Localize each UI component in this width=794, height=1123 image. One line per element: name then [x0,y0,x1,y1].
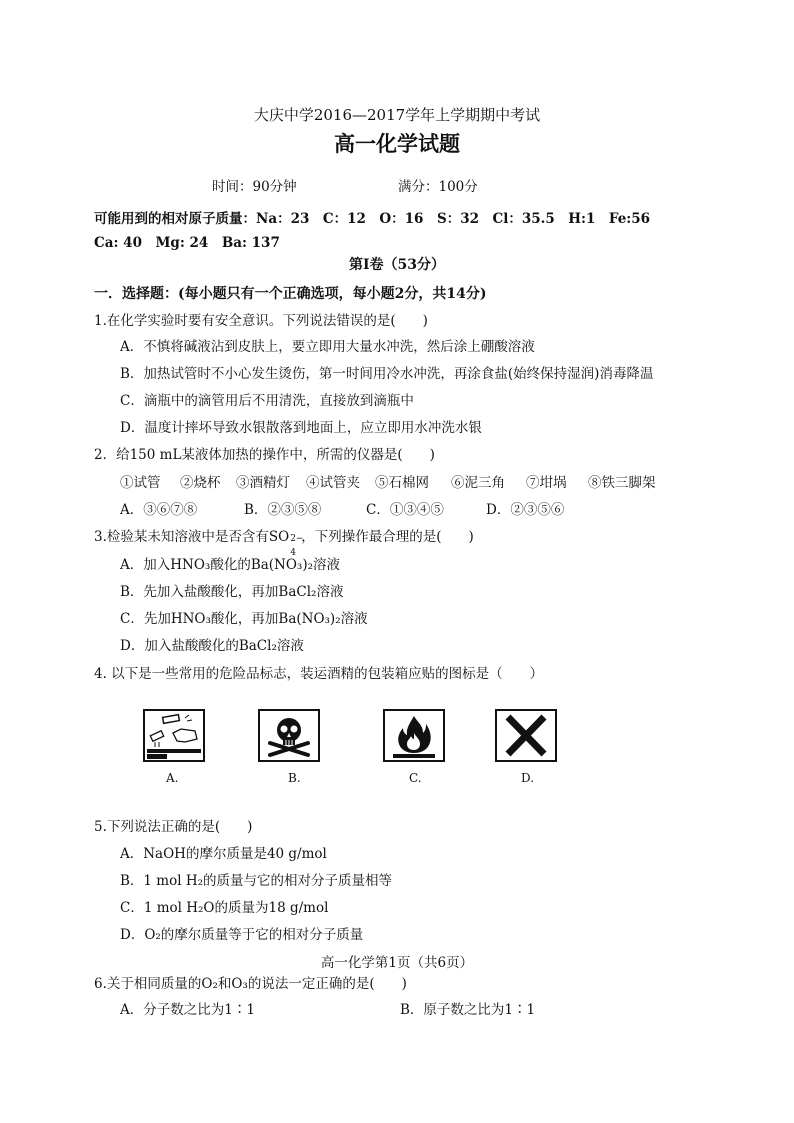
q5-stem: 5.下列说法正确的是( ) [94,819,253,835]
q2-stem: 2．给150 mL某液体加热的操作中，所需的仪器是( ) [94,447,435,463]
atomic-masses-line-2: Ca: 40 Mg: 24 Ba: 137 [94,235,280,251]
exam-time: 时间：90分钟 [212,179,297,195]
q2-option-d: D．②③⑤⑥ [486,502,565,518]
q2-option-b: B．②③⑤⑧ [244,502,322,518]
q1-option-c: C．滴瓶中的滴管用后不用清洗，直接放到滴瓶中 [120,393,414,409]
q2-item: ⑦坩埚 [526,475,567,491]
q2-item: ⑤石棉网 [375,475,429,491]
q2-option-a: A．③⑥⑦⑧ [120,502,198,518]
flammable-flame-icon [383,709,445,762]
q2-item: ③酒精灯 [236,475,290,491]
q2-item: ⑧铁三脚架 [588,475,656,491]
q1-option-b: B．加热试管时不小心发生烫伤，第一时间用冷水冲洗，再涂食盐(始终保持湿润)消毒降温 [120,366,654,382]
full-score: 满分：100分 [398,179,478,195]
q3-option-a: A．加入HNO₃酸化的Ba(NO₃)₂溶液 [120,557,341,573]
q3-option-c: C．先加HNO₃酸化，再加Ba(NO₃)₂溶液 [120,611,368,627]
q2-item: ④试管夹 [306,475,360,491]
section-title: 第Ⅰ卷（53分） [348,257,446,273]
q4-stem: 4. 以下是一些常用的危险品标志，装运酒精的包装箱应贴的图标是（ ） [94,666,544,682]
q6-option-a: A．分子数之比为1∶1 [120,1002,255,1018]
q5-option-a: A．NaOH的摩尔质量是40 g/mol [120,846,327,862]
icon-label-d: D. [521,771,535,785]
part-heading: 一．选择题：(每小题只有一个正确选项，每小题2分，共14分) [94,286,487,302]
skull-crossbones-icon [258,709,320,762]
q5-option-c: C．1 mol H₂O的质量为18 g/mol [120,900,329,916]
q1-stem: 1.在化学实验时要有安全意识。下列说法错误的是( ) [94,313,428,329]
corrosive-hazard-icon [143,709,205,762]
q5-option-b: B．1 mol H₂的质量与它的相对分子质量相等 [120,873,393,889]
q3-stem: 3.检验某未知溶液中是否含有SO 2− 4 ，下列操作最合理的是( ) [94,529,474,558]
q2-item: ⑥泥三角 [451,475,505,491]
page-footer: 高一化学第1页（共6页） [320,955,474,971]
icon-label-b: B. [288,771,301,785]
q5-option-d: D．O₂的摩尔质量等于它的相对分子质量 [120,927,364,943]
school-exam-line: 大庆中学2016—2017学年上学期期中考试 [253,106,541,124]
q6-option-b: B．原子数之比为1∶1 [400,1002,536,1018]
icon-label-c: C. [409,771,422,785]
icon-label-a: A. [166,771,179,785]
q2-item: ②烧杯 [180,475,221,491]
q2-option-c: C．①③④⑤ [366,502,444,518]
q3-option-b: B．先加入盐酸酸化，再加BaCl₂溶液 [120,584,344,600]
page-title: 高一化学试题 [334,131,460,156]
q1-option-d: D．温度计摔坏导致水银散落到地面上，应立即用水冲洗水银 [120,420,482,436]
q2-item: ①试管 [120,475,161,491]
q3-option-d: D．加入盐酸酸化的BaCl₂溶液 [120,638,304,654]
q1-option-a: A．不慎将碱液沾到皮肤上，要立即用大量水冲洗，然后涂上硼酸溶液 [120,339,535,355]
atomic-masses-line-1: 可能用到的相对原子质量：Na：23 C：12 O：16 S：32 Cl：35.5 H:1 Fe:56 [94,211,651,227]
harmful-x-icon [495,709,557,762]
q6-stem: 6.关于相同质量的O₂和O₃的说法一定正确的是( ) [94,976,407,992]
